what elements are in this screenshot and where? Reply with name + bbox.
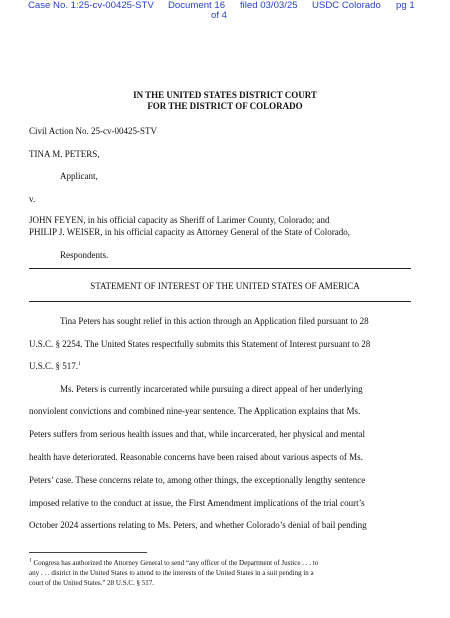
body-line: U.S.C. § 517.$^1$	[29, 361, 81, 371]
footnote-line: any . . . district in the United States to attend to the interests of the United States in a suit pending in a	[29, 569, 314, 577]
header-document-number: Document 16	[168, 0, 226, 11]
versus: v.	[29, 194, 36, 204]
respondent-feyen: JOHN FEYEN, in his official capacity as Sheriff of Larimer County, Colorado; and	[29, 215, 330, 225]
applicant-name: TINA M. PETERS,	[29, 149, 100, 159]
footnote-reference[interactable]: 1	[78, 361, 81, 367]
court-name-line: IN THE UNITED STATES DISTRICT COURT	[133, 90, 317, 100]
filing-header	[0, 0, 450, 24]
court-district-line: FOR THE DISTRICT OF COLORADO	[147, 101, 303, 111]
body-line: October 2024 assertions relating to Ms. Peters, and whether Colorado’s denial of bail pending	[29, 520, 367, 530]
header-court: USDC Colorado	[312, 0, 381, 11]
body-line: U.S.C. § 2254. The United States respectfully submits this Statement of Interest pursuant to 28	[29, 339, 371, 349]
caption-rule-bottom	[29, 301, 411, 302]
body-line: Ms. Peters is currently incarcerated while pursuing a direct appeal of her underlying	[60, 384, 363, 394]
statement-title: STATEMENT OF INTEREST OF THE UNITED STATES OF AMERICA	[90, 281, 360, 291]
body-line: health have deteriorated. Reasonable concerns have been raised about various aspects of Ms.	[29, 452, 363, 462]
header-case-number: Case No. 1:25-cv-00425-STV	[28, 0, 154, 11]
caption-rule-top	[29, 268, 411, 269]
body-line: Peters’ case. These concerns relate to, among other things, the exceptionally lengthy sentence	[29, 475, 366, 485]
applicant-role: Applicant,	[60, 171, 98, 181]
body-line: Tina Peters has sought relief in this action through an Application filed pursuant to 28	[60, 316, 369, 326]
header-page-total: of 4	[211, 10, 228, 21]
court-caption	[0, 90, 450, 112]
respondent-weiser: PHILIP J. WEISER, in his official capacity as Attorney General of the State of Colorado,	[29, 227, 351, 237]
footnote-marker: 1	[29, 557, 32, 564]
footnote-line: $^1$ Congress has authorized the Attorney General to send “any officer of the Department of Justice . . . to	[29, 557, 319, 567]
body-line: nonviolent convictions and combined nine-year sentence. The Application explains that Ms.	[29, 406, 361, 416]
footnote-divider	[29, 552, 147, 553]
body-line: imposed relative to the conduct at issue, the First Amendment implications of the trial court’s	[29, 498, 365, 508]
header-page-number: pg 1	[396, 0, 415, 11]
respondent-role: Respondents.	[60, 250, 109, 260]
body-line: Peters suffers from serious health issues and that, while incarcerated, her physical and mental	[29, 429, 365, 439]
footnote-line: court of the United States.” 28 U.S.C. § 517.	[29, 579, 155, 587]
header-filed-date: filed 03/03/25	[240, 0, 298, 11]
civil-action-number: Civil Action No. 25-cv-00425-STV	[29, 126, 157, 136]
